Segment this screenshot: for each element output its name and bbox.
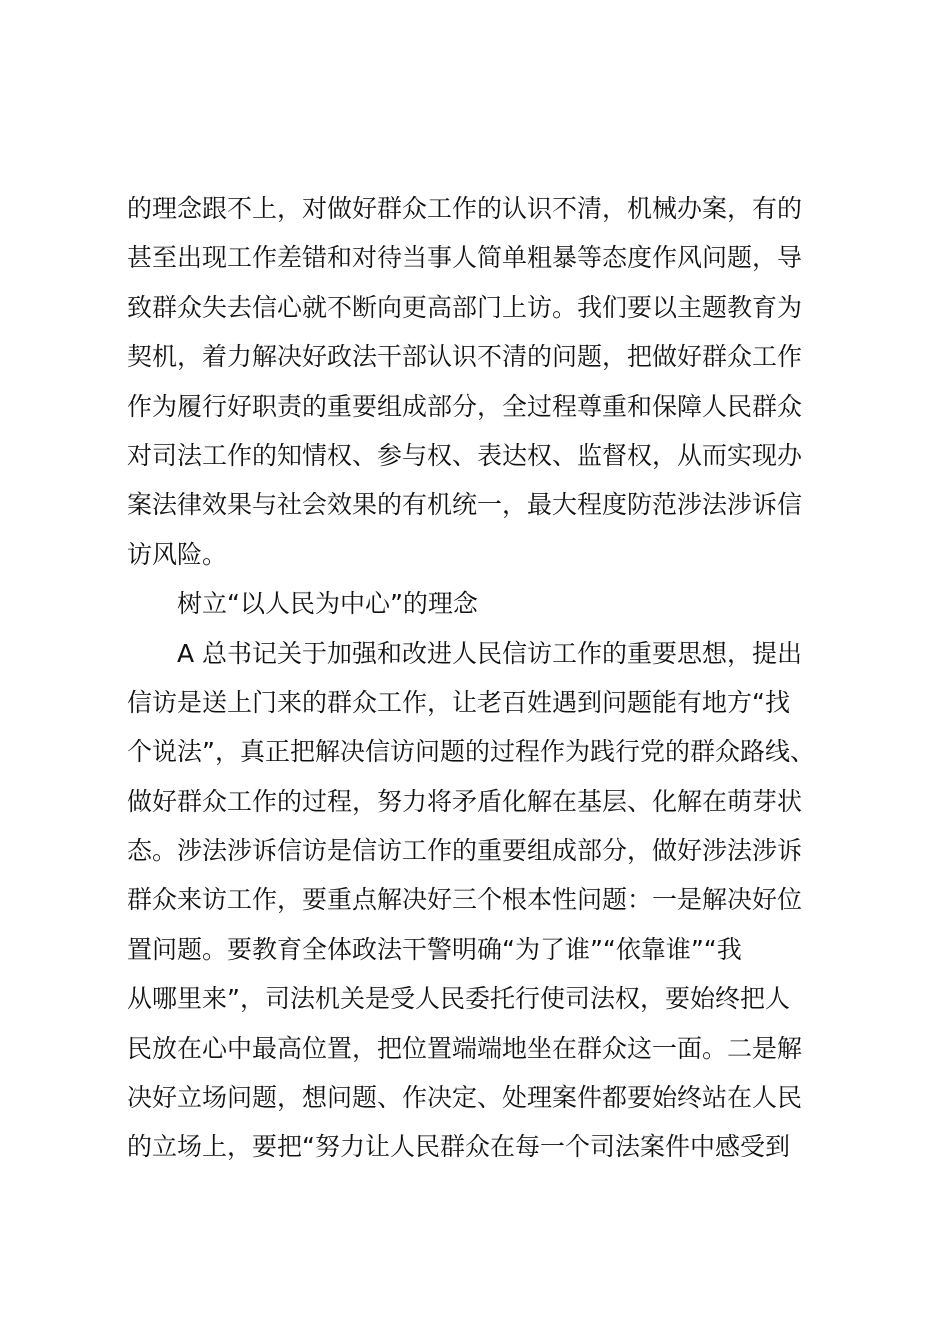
document-body (127, 184, 847, 1172)
paragraph-line: 的立场上，要把“努力让人民群众在每一个司法案件中感受到 (127, 1132, 790, 1162)
paragraph-line: 信访是送上门来的群众工作，让老百姓遇到问题能有地方“找 (127, 687, 790, 717)
paragraph-line: 访风险。 (127, 539, 228, 569)
paragraph-line: 案法律效果与社会效果的有机统一，最大程度防范涉法涉诉信 (127, 490, 803, 520)
paragraph-line: 个说法”，真正把解决信访问题的过程作为践行党的群众路线、 (127, 737, 815, 767)
paragraph-line: 群众来访工作，要重点解决好三个根本性问题：一是解决好位 (127, 885, 803, 915)
paragraph-line: 态。涉法涉诉信访是信访工作的重要组成部分，做好涉法涉诉 (127, 836, 803, 866)
paragraph-line: 甚至出现工作差错和对待当事人简单粗暴等态度作风问题，导 (127, 243, 803, 273)
paragraph-line: 作为履行好职责的重要组成部分，全过程尊重和保障人民群众 (127, 391, 803, 421)
paragraph-line: 的理念跟不上，对做好群众工作的认识不清，机械办案，有的 (127, 194, 803, 223)
paragraph-line: 民放在心中最高位置，把位置端端地坐在群众这一面。二是解 (127, 1033, 803, 1063)
paragraph-line: 做好群众工作的过程，努力将矛盾化解在基层、化解在萌芽状 (127, 786, 803, 816)
paragraph-line: A 总书记关于加强和改进人民信访工作的重要思想，提出 (177, 638, 803, 668)
paragraph-line: 致群众失去信心就不断向更高部门上访。我们要以主题教育为 (127, 292, 803, 322)
paragraph-line: 从哪里来”，司法机关是受人民委托行使司法权，要始终把人 (127, 984, 790, 1014)
paragraph-line: 对司法工作的知情权、参与权、表达权、监督权，从而实现办 (127, 440, 803, 470)
paragraph-line: 置问题。要教育全体政法干警明确“为了谁”“依靠谁”“我 (127, 934, 742, 964)
paragraph-line: 决好立场问题，想问题、作决定、处理案件都要始终站在人民 (127, 1083, 803, 1113)
paragraph-line: 契机，着力解决好政法干部认识不清的问题，把做好群众工作 (127, 342, 803, 372)
section-heading: 树立“以人民为中心”的理念 (177, 589, 478, 619)
